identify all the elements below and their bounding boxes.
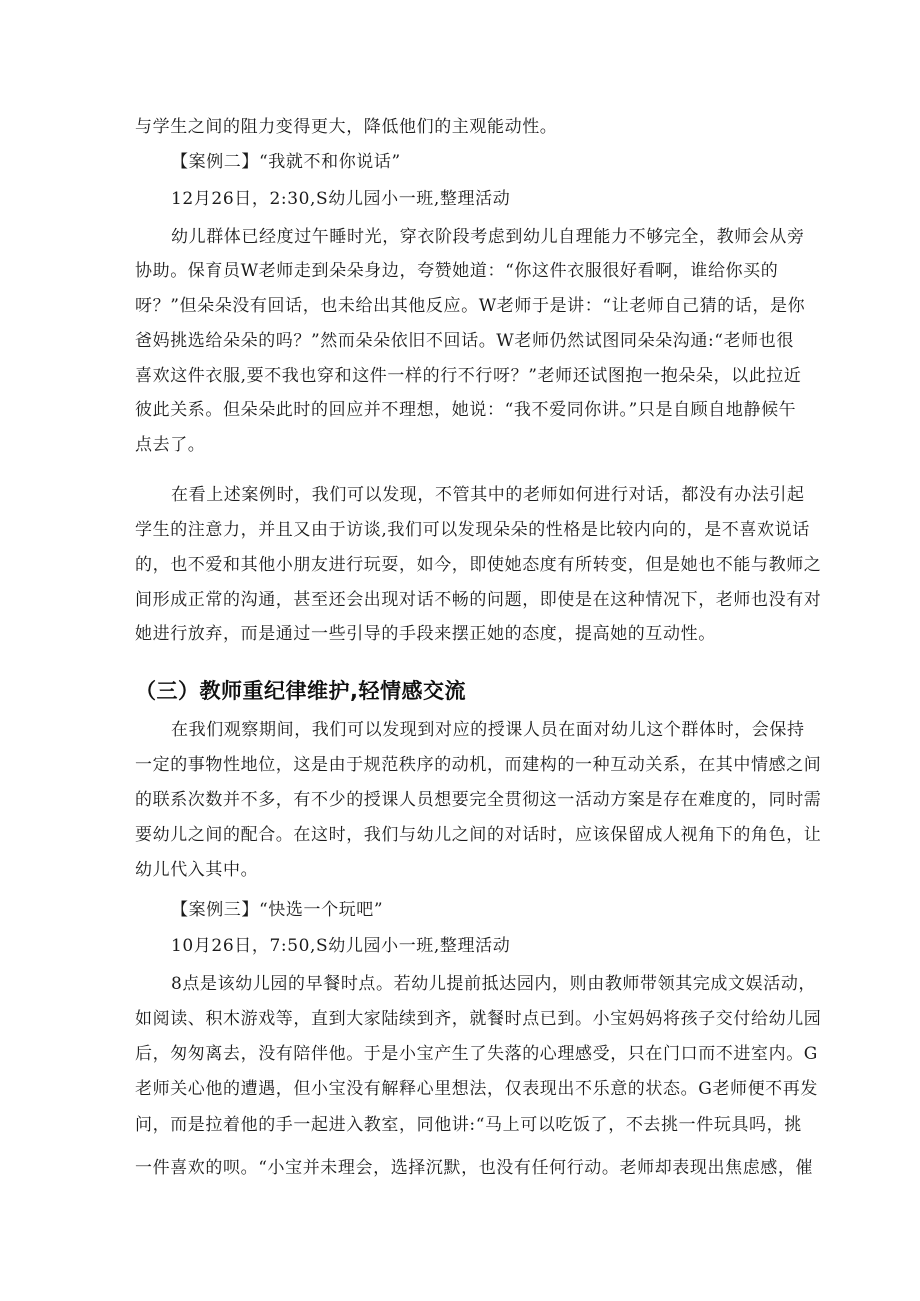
case3-paragraph-line: 问，而是拉着他的手一起进入教室，同他讲:“马上可以吃饭了，不去挑一件玩具吗，挑 [135, 1115, 802, 1135]
section-line: 的联系次数并不多，有不少的授课人员想要完全贯彻这一活动方案是存在难度的，同时需 [135, 790, 822, 810]
case2-meta: 12月26日，2:30,S幼儿园小一班,整理活动 [171, 189, 511, 209]
section-line: 幼儿代入其中。 [135, 860, 259, 880]
case3-meta: 10月26日，7:50,S幼儿园小一班,整理活动 [171, 936, 511, 956]
analysis-line: 她进行放弃，而是通过一些引导的手段来摆正她的态度，提高她的互动性。 [135, 624, 716, 644]
case3-paragraph-line: 一件喜欢的呗。“小宝并未理会，选择沉默，也没有任何行动。老师却表现出焦虑感，催 [135, 1158, 814, 1178]
case2-paragraph-line: 爸妈挑选给朵朵的吗？”然而朵朵依旧不回话。W老师仍然试图同朵朵沟通:“老师也很 [135, 331, 794, 351]
case2-paragraph-line: 喜欢这件衣服,要不我也穿和这件一样的行不行呀？”老师还试图抱一抱朵朵，以此拉近 [135, 366, 802, 386]
case2-paragraph-line: 幼儿群体已经度过午睡时光，穿衣阶段考虑到幼儿自理能力不够完全，教师会从旁 [171, 227, 805, 247]
case2-title: 【案例二】“我就不和你说话” [171, 152, 401, 172]
section-line: 一定的事物性地位，这是由于规范秩序的动机，而建构的一种互动关系，在其中情感之间 [135, 755, 822, 775]
case3-paragraph-line: 老师关心他的遭遇，但小宝没有解释心里想法，仅表现出不乐意的状态。G老师便不再发 [135, 1079, 818, 1099]
analysis-line: 学生的注意力，并且又由于访谈,我们可以发现朵朵的性格是比较内向的，是不喜欢说话 [135, 520, 810, 540]
analysis-line: 在看上述案例时，我们可以发现，不管其中的老师如何进行对话，都没有办法引起 [171, 485, 805, 505]
case3-paragraph-line: 后，匆匆离去，没有陪伴他。于是小宝产生了失落的心理感受，只在门口而不进室内。G [135, 1044, 818, 1064]
case2-paragraph-line: 点去了。 [135, 435, 206, 455]
section-heading: （三）教师重纪律维护,轻情感交流 [135, 679, 466, 703]
case3-paragraph-line: 8点是该幼儿园的早餐时点。若幼儿提前抵达园内，则由教师带领其完成文娱活动， [171, 974, 817, 994]
case3-title: 【案例三】“快选一个玩吧” [171, 900, 384, 920]
case2-paragraph-line: 彼此关系。但朵朵此时的回应并不理想，她说：“我不爱同你讲。”只是自顾自地静候午 [135, 400, 797, 420]
case2-paragraph-line: 协助。保育员W老师走到朵朵身边，夸赞她道：“你这件衣服很好看啊，谁给你买的 [135, 261, 779, 281]
section-line: 在我们观察期间，我们可以发现到对应的授课人员在面对幼儿这个群体时，会保持 [171, 720, 805, 740]
section-line: 要幼儿之间的配合。在这时，我们与幼儿之间的对话时，应该保留成人视角下的角色，让 [135, 825, 822, 845]
case3-paragraph-line: 如阅读、积木游戏等，直到大家陆续到齐，就餐时点已到。小宝妈妈将孩子交付给幼儿园 [135, 1009, 822, 1029]
analysis-line: 的，也不爱和其他小朋友进行玩耍，如今，即使她态度有所转变，但是她也不能与教师之 [135, 555, 822, 575]
analysis-line: 间形成正常的沟通，甚至还会出现对话不畅的问题，即使是在这种情况下，老师也没有对 [135, 590, 822, 610]
case2-paragraph-line: 呀？”但朵朵没有回话，也未给出其他反应。W老师于是讲：“让老师自己猜的话，是你 [135, 296, 806, 316]
intro-line: 与学生之间的阻力变得更大，降低他们的主观能动性。 [135, 117, 558, 137]
